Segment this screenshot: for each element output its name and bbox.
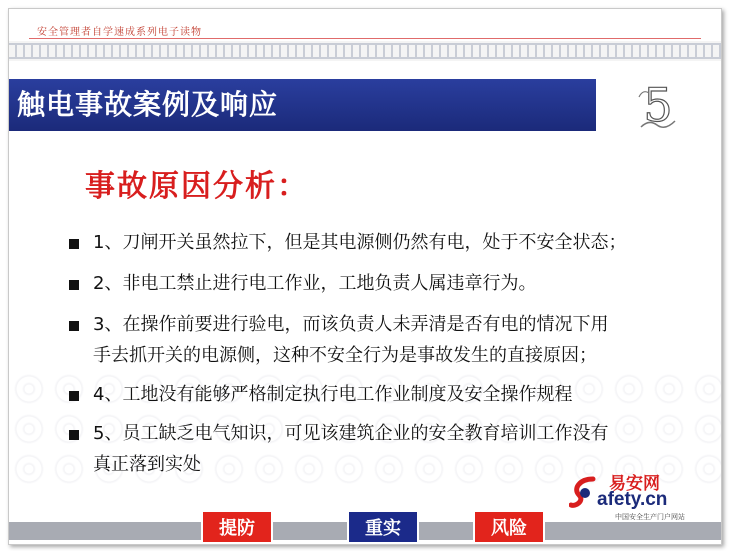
key-button[interactable]: 重实 xyxy=(347,510,419,544)
section-heading: 事故原因分析： xyxy=(85,169,309,204)
chapter-number: 5 xyxy=(643,78,673,132)
list-item-text-line1: 5、员工缺乏电气知识，可见该建筑企业的安全教育培训工作没有 xyxy=(93,423,609,444)
list-item-text-line2: 手去抓开关的电源侧，这种不安全行为是事故发生的直接原因； xyxy=(93,345,597,366)
risk-button[interactable]: 风险 xyxy=(473,510,545,544)
site-logo[interactable] xyxy=(569,467,709,523)
logo-swirl-icon xyxy=(569,473,599,513)
square-bullet-icon xyxy=(69,239,79,249)
list-item xyxy=(69,309,689,371)
list-item-text-line2: 真正落到实处 xyxy=(93,454,201,475)
square-bullet-icon xyxy=(69,321,79,331)
list-item xyxy=(69,379,689,410)
list-item xyxy=(69,268,689,299)
logo-name-en: afety.cn xyxy=(597,489,668,510)
logo-tagline: 中国安全生产门户网站 xyxy=(615,513,685,521)
logo-name-cn: 易安网 xyxy=(609,474,660,494)
slide-title: 触电事故案例及响应 xyxy=(17,88,279,121)
list-item-text: 2、非电工禁止进行电工作业，工地负责人属违章行为。 xyxy=(93,273,537,294)
prevent-button[interactable]: 提防 xyxy=(201,510,273,544)
cause-list xyxy=(69,227,689,480)
header-rule xyxy=(29,38,701,39)
fret-pattern-band xyxy=(9,41,721,61)
list-item-text: 4、工地没有能够严格制定执行电工作业制度及安全操作规程 xyxy=(93,384,573,405)
slide xyxy=(8,8,722,545)
list-item-text: 1、刀闸开关虽然拉下，但是其电源侧仍然有电，处于不安全状态； xyxy=(93,232,627,253)
square-bullet-icon xyxy=(69,280,79,290)
square-bullet-icon xyxy=(69,430,79,440)
list-item xyxy=(69,227,689,258)
list-item-text-line1: 3、在操作前要进行验电，而该负责人未弄清是否有电的情况下用 xyxy=(93,314,609,335)
series-title: 安全管理者自学速成系列电子读物 xyxy=(37,27,202,38)
title-bar xyxy=(9,79,596,131)
square-bullet-icon xyxy=(69,391,79,401)
chapter-number-icon xyxy=(635,77,681,135)
chapter-number-badge xyxy=(635,77,681,135)
